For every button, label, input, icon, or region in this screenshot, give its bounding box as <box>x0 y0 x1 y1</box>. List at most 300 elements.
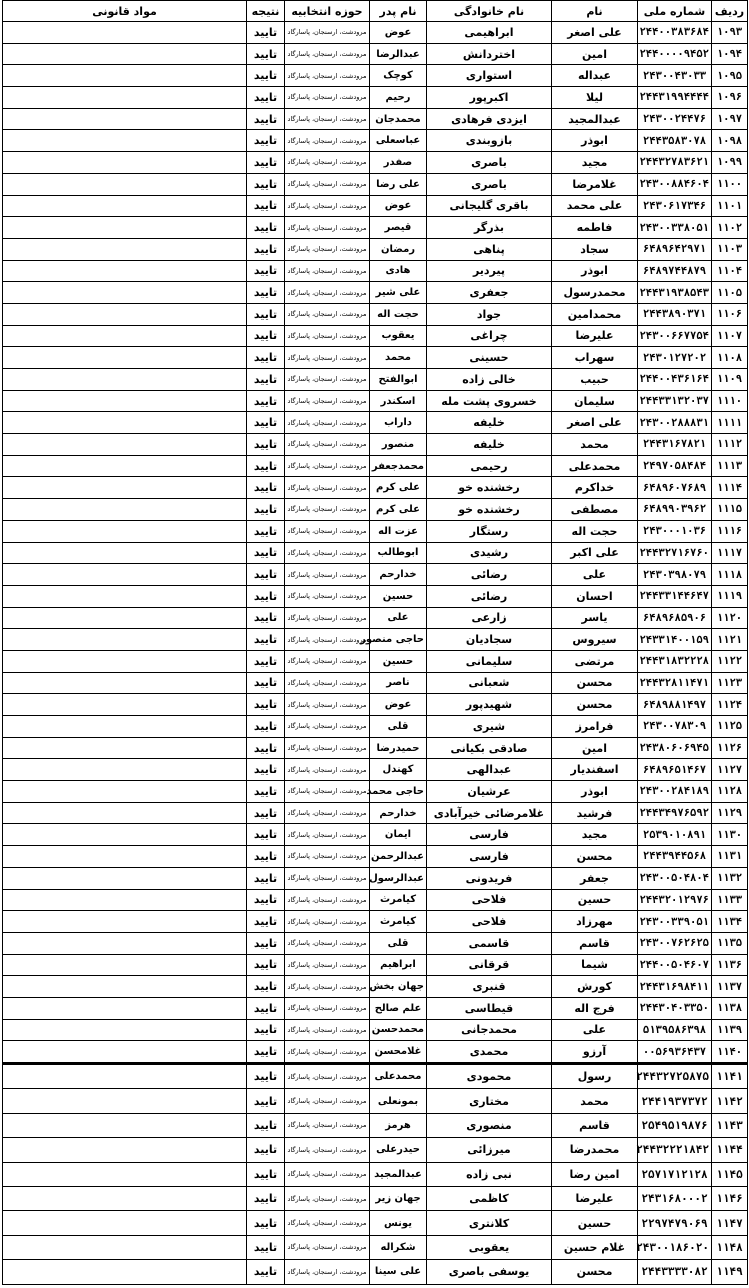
cell-legal-articles <box>3 802 247 824</box>
cell-first-name: علی محمد <box>552 195 638 217</box>
cell-result: تایید <box>247 303 285 325</box>
cell-row-number: ۱۱۱۵ <box>712 499 748 521</box>
cell-result: تایید <box>247 1186 285 1210</box>
cell-father-name: یونس <box>370 1211 427 1235</box>
table-row <box>3 87 748 109</box>
cell-row-number: ۱۱۳۷ <box>712 976 748 998</box>
cell-last-name: محمدی <box>427 1041 552 1064</box>
cell-district: مرودشت، ارسنجان، پاسارگاد <box>285 694 370 716</box>
cell-father-name: رحیم <box>370 87 427 109</box>
cell-last-name: چراغی <box>427 325 552 347</box>
cell-row-number: ۱۱۴۳ <box>712 1113 748 1137</box>
cell-result: تایید <box>247 369 285 391</box>
cell-national-id: ۲۴۴۳۵۸۳۰۷۸ <box>638 130 712 152</box>
cell-last-name: باصری <box>427 152 552 174</box>
table-row <box>3 954 748 976</box>
cell-result: تایید <box>247 282 285 304</box>
cell-row-number: ۱۱۱۰ <box>712 390 748 412</box>
cell-last-name: رخشنده خو <box>427 499 552 521</box>
cell-first-name: احسان <box>552 585 638 607</box>
cell-last-name: خالی زاده <box>427 369 552 391</box>
table-row <box>3 1019 748 1041</box>
cell-last-name: قرقانی <box>427 954 552 976</box>
table-row <box>3 542 748 564</box>
cell-row-number: ۱۰۹۷ <box>712 108 748 130</box>
cell-last-name: فلاحی <box>427 911 552 933</box>
cell-national-id: ۰۰۵۶۹۳۶۴۳۷ <box>638 1041 712 1064</box>
cell-result: تایید <box>247 499 285 521</box>
cell-district: مرودشت، ارسنجان، پاسارگاد <box>285 434 370 456</box>
table-row <box>3 1260 748 1284</box>
cell-father-name: خدارحم <box>370 564 427 586</box>
cell-legal-articles <box>3 672 247 694</box>
table-row <box>3 325 748 347</box>
cell-result: تایید <box>247 1041 285 1064</box>
cell-last-name: محمودی <box>427 1064 552 1089</box>
table-row <box>3 1235 748 1259</box>
cell-row-number: ۱۰۹۶ <box>712 87 748 109</box>
cell-first-name: فرامرز <box>552 716 638 738</box>
cell-legal-articles <box>3 108 247 130</box>
table-row <box>3 1138 748 1162</box>
cell-father-name: غلامحسن <box>370 1041 427 1064</box>
cell-father-name: حیدرعلی <box>370 1138 427 1162</box>
table-row <box>3 173 748 195</box>
cell-legal-articles <box>3 43 247 65</box>
cell-row-number: ۱۱۴۸ <box>712 1235 748 1259</box>
cell-result: تایید <box>247 173 285 195</box>
cell-national-id: ۲۴۳۰۳۹۸۰۷۹ <box>638 564 712 586</box>
cell-first-name: مرتضی <box>552 650 638 672</box>
cell-result: تایید <box>247 260 285 282</box>
cell-last-name: یعقوبی <box>427 1235 552 1259</box>
table-row <box>3 130 748 152</box>
cell-result: تایید <box>247 759 285 781</box>
table-row <box>3 932 748 954</box>
cell-national-id: ۲۴۴۳۰۴۰۳۳۵۰ <box>638 997 712 1019</box>
cell-district: مرودشت، ارسنجان، پاسارگاد <box>285 282 370 304</box>
cell-legal-articles <box>3 911 247 933</box>
cell-last-name: میرزائی <box>427 1138 552 1162</box>
cell-legal-articles <box>3 564 247 586</box>
cell-last-name: خلیفه <box>427 412 552 434</box>
cell-result: تایید <box>247 976 285 998</box>
cell-first-name: علیرضا <box>552 1186 638 1210</box>
cell-first-name: اسفندیار <box>552 759 638 781</box>
cell-last-name: فارسی <box>427 824 552 846</box>
cell-district: مرودشت، ارسنجان، پاسارگاد <box>285 954 370 976</box>
cell-district: مرودشت، ارسنجان، پاسارگاد <box>285 932 370 954</box>
cell-legal-articles <box>3 1162 247 1186</box>
cell-last-name: کاظمی <box>427 1186 552 1210</box>
cell-result: تایید <box>247 802 285 824</box>
cell-legal-articles <box>3 629 247 651</box>
cell-result: تایید <box>247 152 285 174</box>
candidate-list-sheet <box>2 0 747 1285</box>
cell-legal-articles <box>3 173 247 195</box>
table-row <box>3 1113 748 1137</box>
cell-row-number: ۱۱۰۴ <box>712 260 748 282</box>
cell-last-name: قیطاسی <box>427 997 552 1019</box>
table-row <box>3 520 748 542</box>
table-row <box>3 477 748 499</box>
cell-first-name: فرشید <box>552 802 638 824</box>
cell-district: مرودشت، ارسنجان، پاسارگاد <box>285 737 370 759</box>
table-row <box>3 607 748 629</box>
cell-legal-articles <box>3 87 247 109</box>
cell-national-id: ۲۴۴۳۲۲۲۱۸۴۲ <box>638 1138 712 1162</box>
table-row <box>3 781 748 803</box>
table-row <box>3 650 748 672</box>
cell-father-name: ابوالفتح <box>370 369 427 391</box>
cell-row-number: ۱۱۲۲ <box>712 650 748 672</box>
cell-row-number: ۱۱۴۴ <box>712 1138 748 1162</box>
cell-first-name: امین <box>552 43 638 65</box>
cell-first-name: یاسر <box>552 607 638 629</box>
cell-father-name: جهان زیر <box>370 1186 427 1210</box>
cell-row-number: ۱۱۳۵ <box>712 932 748 954</box>
cell-first-name: مجید <box>552 824 638 846</box>
cell-national-id: ۲۴۴۳۱۸۳۲۲۲۸ <box>638 650 712 672</box>
cell-last-name: رشیدی <box>427 542 552 564</box>
table-row <box>3 303 748 325</box>
cell-father-name: عبدالرحمن <box>370 846 427 868</box>
cell-first-name: محمد <box>552 434 638 456</box>
cell-father-name: منصور <box>370 434 427 456</box>
cell-national-id: ۶۴۸۹۶۴۲۹۷۱ <box>638 238 712 260</box>
cell-district: مرودشت، ارسنجان، پاسارگاد <box>285 542 370 564</box>
cell-national-id: ۶۴۸۹۷۴۴۸۷۹ <box>638 260 712 282</box>
cell-national-id: ۲۴۳۰۰۴۳۰۳۳ <box>638 65 712 87</box>
cell-district: مرودشت، ارسنجان، پاسارگاد <box>285 650 370 672</box>
cell-last-name: عبدالهی <box>427 759 552 781</box>
cell-district: مرودشت، ارسنجان، پاسارگاد <box>285 195 370 217</box>
cell-last-name: منصوری <box>427 1113 552 1137</box>
cell-national-id: ۲۴۳۰۰۷۸۳۰۹ <box>638 716 712 738</box>
cell-last-name: محمدجانی <box>427 1019 552 1041</box>
cell-last-name: خسروی پشت مله <box>427 390 552 412</box>
cell-national-id: ۲۵۴۹۵۱۹۸۷۶ <box>638 1113 712 1137</box>
cell-result: تایید <box>247 1162 285 1186</box>
cell-district: مرودشت، ارسنجان، پاسارگاد <box>285 22 370 44</box>
cell-row-number: ۱۱۰۱ <box>712 195 748 217</box>
cell-last-name: رضائی <box>427 585 552 607</box>
table-row <box>3 759 748 781</box>
cell-district: مرودشت، ارسنجان، پاسارگاد <box>285 1089 370 1113</box>
cell-last-name: شهیدپور <box>427 694 552 716</box>
cell-legal-articles <box>3 195 247 217</box>
cell-row-number: ۱۰۹۸ <box>712 130 748 152</box>
cell-district: مرودشت، ارسنجان، پاسارگاد <box>285 412 370 434</box>
cell-last-name: فلاحی <box>427 889 552 911</box>
cell-district: مرودشت، ارسنجان، پاسارگاد <box>285 846 370 868</box>
cell-result: تایید <box>247 911 285 933</box>
cell-row-number: ۱۱۰۶ <box>712 303 748 325</box>
cell-national-id: ۲۴۳۰۰۰۱۰۳۶ <box>638 520 712 542</box>
cell-father-name: قلی <box>370 932 427 954</box>
cell-result: تایید <box>247 520 285 542</box>
cell-last-name: مختاری <box>427 1089 552 1113</box>
table-row <box>3 694 748 716</box>
cell-row-number: ۱۱۳۰ <box>712 824 748 846</box>
cell-district: مرودشت، ارسنجان، پاسارگاد <box>285 238 370 260</box>
candidates-body <box>3 22 748 1064</box>
cell-row-number: ۱۱۴۶ <box>712 1186 748 1210</box>
cell-national-id: ۲۴۳۰۰۶۶۷۷۵۴ <box>638 325 712 347</box>
cell-first-name: محسن <box>552 694 638 716</box>
table-row <box>3 195 748 217</box>
cell-father-name: هرمز <box>370 1113 427 1137</box>
cell-father-name: اسکندر <box>370 390 427 412</box>
cell-row-number: ۱۰۹۳ <box>712 22 748 44</box>
cell-row-number: ۱۱۲۴ <box>712 694 748 716</box>
header-result: نتیجه <box>247 1 285 22</box>
cell-national-id: ۲۴۴۳۲۰۱۲۹۷۶ <box>638 889 712 911</box>
cell-first-name: کورش <box>552 976 638 998</box>
cell-father-name: صفدر <box>370 152 427 174</box>
cell-row-number: ۱۱۴۵ <box>712 1162 748 1186</box>
cell-last-name: رضائی <box>427 564 552 586</box>
cell-first-name: فاطمه <box>552 217 638 239</box>
cell-row-number: ۱۱۲۸ <box>712 781 748 803</box>
cell-district: مرودشت، ارسنجان، پاسارگاد <box>285 1064 370 1089</box>
cell-father-name: کوچک <box>370 65 427 87</box>
cell-legal-articles <box>3 889 247 911</box>
cell-father-name: هادی <box>370 260 427 282</box>
cell-national-id: ۲۵۷۱۷۱۲۱۲۸ <box>638 1162 712 1186</box>
cell-legal-articles <box>3 22 247 44</box>
cell-district: مرودشت، ارسنجان، پاسارگاد <box>285 369 370 391</box>
cell-legal-articles <box>3 130 247 152</box>
cell-result: تایید <box>247 889 285 911</box>
cell-father-name: محمدحسن <box>370 1019 427 1041</box>
table-row <box>3 1041 748 1064</box>
cell-first-name: قاسم <box>552 1113 638 1137</box>
cell-first-name: سلیمان <box>552 390 638 412</box>
cell-result: تایید <box>247 1089 285 1113</box>
cell-result: تایید <box>247 694 285 716</box>
cell-first-name: عبدالمجید <box>552 108 638 130</box>
cell-last-name: صادقی بکیانی <box>427 737 552 759</box>
cell-legal-articles <box>3 1186 247 1210</box>
cell-legal-articles <box>3 607 247 629</box>
cell-legal-articles <box>3 1064 247 1089</box>
cell-result: تایید <box>247 542 285 564</box>
cell-first-name: محمدرضا <box>552 1138 638 1162</box>
cell-row-number: ۱۱۱۲ <box>712 434 748 456</box>
cell-first-name: ابوذر <box>552 130 638 152</box>
cell-national-id: ۲۴۴۳۳۱۴۴۶۴۷ <box>638 585 712 607</box>
cell-national-id: ۲۴۴۰۰۳۸۳۶۸۴ <box>638 22 712 44</box>
cell-national-id: ۲۴۴۰۰۰۰۹۴۵۲ <box>638 43 712 65</box>
cell-national-id: ۲۴۳۰۰۳۳۹۰۵۱ <box>638 911 712 933</box>
cell-district: مرودشت، ارسنجان، پاسارگاد <box>285 629 370 651</box>
table-row <box>3 1162 748 1186</box>
cell-row-number: ۱۱۳۹ <box>712 1019 748 1041</box>
cell-district: مرودشت، ارسنجان، پاسارگاد <box>285 260 370 282</box>
cell-result: تایید <box>247 1064 285 1089</box>
cell-row-number: ۱۱۳۶ <box>712 954 748 976</box>
cell-national-id: ۲۴۴۳۸۹۰۳۷۱ <box>638 303 712 325</box>
cell-father-name: عوض <box>370 694 427 716</box>
cell-legal-articles <box>3 867 247 889</box>
cell-district: مرودشت، ارسنجان، پاسارگاد <box>285 716 370 738</box>
header-national-id: شماره ملی <box>638 1 712 22</box>
candidates-table <box>2 0 748 1285</box>
cell-result: تایید <box>247 737 285 759</box>
cell-first-name: حسین <box>552 889 638 911</box>
cell-result: تایید <box>247 716 285 738</box>
cell-national-id: ۵۱۳۹۵۸۶۳۹۸ <box>638 1019 712 1041</box>
cell-district: مرودشت، ارسنجان، پاسارگاد <box>285 130 370 152</box>
table-row <box>3 889 748 911</box>
cell-national-id: ۲۴۳۸۰۶۰۶۹۴۵ <box>638 737 712 759</box>
cell-result: تایید <box>247 846 285 868</box>
cell-legal-articles <box>3 455 247 477</box>
cell-result: تایید <box>247 867 285 889</box>
cell-father-name: کهندل <box>370 759 427 781</box>
cell-row-number: ۱۱۳۱ <box>712 846 748 868</box>
table-row <box>3 867 748 889</box>
cell-last-name: بذرگر <box>427 217 552 239</box>
table-row <box>3 1186 748 1210</box>
cell-district: مرودشت، ارسنجان، پاسارگاد <box>285 585 370 607</box>
table-row <box>3 585 748 607</box>
cell-national-id: ۶۴۸۹۸۸۱۴۹۷ <box>638 694 712 716</box>
cell-father-name: عبدالرضا <box>370 43 427 65</box>
table-row <box>3 108 748 130</box>
cell-result: تایید <box>247 607 285 629</box>
cell-row-number: ۱۱۱۷ <box>712 542 748 564</box>
cell-national-id: ۲۴۴۱۹۳۷۳۷۲ <box>638 1089 712 1113</box>
cell-first-name: امین رضا <box>552 1162 638 1186</box>
cell-district: مرودشت، ارسنجان، پاسارگاد <box>285 997 370 1019</box>
header-district: حوزه انتخابیه <box>285 1 370 22</box>
cell-last-name: باصری <box>427 173 552 195</box>
cell-legal-articles <box>3 1138 247 1162</box>
cell-last-name: پیردیر <box>427 260 552 282</box>
cell-district: مرودشت، ارسنجان، پاسارگاد <box>285 499 370 521</box>
cell-father-name: حسین <box>370 585 427 607</box>
cell-first-name: محسن <box>552 846 638 868</box>
cell-legal-articles <box>3 759 247 781</box>
cell-legal-articles <box>3 737 247 759</box>
cell-national-id: ۲۴۳۰۰۳۳۸۰۵۱ <box>638 217 712 239</box>
cell-result: تایید <box>247 347 285 369</box>
cell-row-number: ۱۱۳۲ <box>712 867 748 889</box>
cell-district: مرودشت، ارسنجان، پاسارگاد <box>285 65 370 87</box>
cell-row-number: ۱۱۴۹ <box>712 1260 748 1284</box>
cell-result: تایید <box>247 390 285 412</box>
cell-father-name: یعقوب <box>370 325 427 347</box>
cell-national-id: ۲۴۳۰۰۷۶۲۶۲۵ <box>638 932 712 954</box>
table-row <box>3 43 748 65</box>
cell-national-id: ۲۴۴۳۳۳۳۰۸۲ <box>638 1260 712 1284</box>
cell-last-name: جواد <box>427 303 552 325</box>
cell-row-number: ۱۱۱۴ <box>712 477 748 499</box>
cell-result: تایید <box>247 195 285 217</box>
cell-row-number: ۱۱۰۹ <box>712 369 748 391</box>
cell-father-name: حاجی محمد <box>370 781 427 803</box>
cell-result: تایید <box>247 434 285 456</box>
cell-father-name: رمضان <box>370 238 427 260</box>
cell-first-name: لیلا <box>552 87 638 109</box>
cell-row-number: ۱۱۴۲ <box>712 1089 748 1113</box>
cell-father-name: بمونعلی <box>370 1089 427 1113</box>
cell-district: مرودشت، ارسنجان، پاسارگاد <box>285 43 370 65</box>
cell-father-name: ابراهیم <box>370 954 427 976</box>
table-row <box>3 737 748 759</box>
cell-father-name: محمدعلی <box>370 1064 427 1089</box>
cell-legal-articles <box>3 650 247 672</box>
cell-result: تایید <box>247 672 285 694</box>
table-row <box>3 802 748 824</box>
cell-last-name: فارسی <box>427 846 552 868</box>
cell-legal-articles <box>3 716 247 738</box>
table-row <box>3 260 748 282</box>
cell-last-name: رستگار <box>427 520 552 542</box>
cell-legal-articles <box>3 976 247 998</box>
cell-father-name: کیامرث <box>370 911 427 933</box>
cell-row-number: ۱۰۹۹ <box>712 152 748 174</box>
cell-row-number: ۱۱۲۵ <box>712 716 748 738</box>
cell-father-name: علی <box>370 607 427 629</box>
cell-result: تایید <box>247 1019 285 1041</box>
cell-first-name: آرزو <box>552 1041 638 1064</box>
cell-father-name: ایمان <box>370 824 427 846</box>
cell-result: تایید <box>247 1260 285 1284</box>
cell-father-name: حسین <box>370 650 427 672</box>
table-row <box>3 629 748 651</box>
cell-legal-articles <box>3 542 247 564</box>
cell-national-id: ۲۴۳۰۰۲۸۸۸۳۱ <box>638 412 712 434</box>
cell-legal-articles <box>3 824 247 846</box>
cell-father-name: ابوطالب <box>370 542 427 564</box>
cell-result: تایید <box>247 412 285 434</box>
cell-row-number: ۱۱۲۰ <box>712 607 748 629</box>
cell-father-name: داراب <box>370 412 427 434</box>
cell-district: مرودشت، ارسنجان، پاسارگاد <box>285 1019 370 1041</box>
cell-first-name: علی اصغر <box>552 22 638 44</box>
cell-last-name: ابراهیمی <box>427 22 552 44</box>
cell-father-name: عوض <box>370 195 427 217</box>
table-row <box>3 434 748 456</box>
cell-district: مرودشت، ارسنجان، پاسارگاد <box>285 303 370 325</box>
cell-result: تایید <box>247 629 285 651</box>
cell-legal-articles <box>3 954 247 976</box>
table-row <box>3 412 748 434</box>
cell-first-name: محمدرسول <box>552 282 638 304</box>
table-row <box>3 672 748 694</box>
cell-national-id: ۲۴۴۳۲۸۱۱۴۷۱ <box>638 672 712 694</box>
cell-row-number: ۱۱۴۰ <box>712 1041 748 1064</box>
cell-father-name: خدارحم <box>370 802 427 824</box>
cell-last-name: قنبری <box>427 976 552 998</box>
cell-district: مرودشت، ارسنجان، پاسارگاد <box>285 152 370 174</box>
cell-national-id: ۲۴۳۱۶۸۰۰۰۲ <box>638 1186 712 1210</box>
table-row <box>3 65 748 87</box>
cell-district: مرودشت، ارسنجان، پاسارگاد <box>285 867 370 889</box>
cell-result: تایید <box>247 1113 285 1137</box>
cell-last-name: سجادیان <box>427 629 552 651</box>
table-row <box>3 911 748 933</box>
table-row <box>3 22 748 44</box>
cell-last-name: فریدونی <box>427 867 552 889</box>
cell-national-id: ۲۴۴۳۱۹۹۴۴۴۴ <box>638 87 712 109</box>
cell-district: مرودشت، ارسنجان، پاسارگاد <box>285 325 370 347</box>
cell-last-name: سلیمانی <box>427 650 552 672</box>
cell-row-number: ۱۱۰۰ <box>712 173 748 195</box>
